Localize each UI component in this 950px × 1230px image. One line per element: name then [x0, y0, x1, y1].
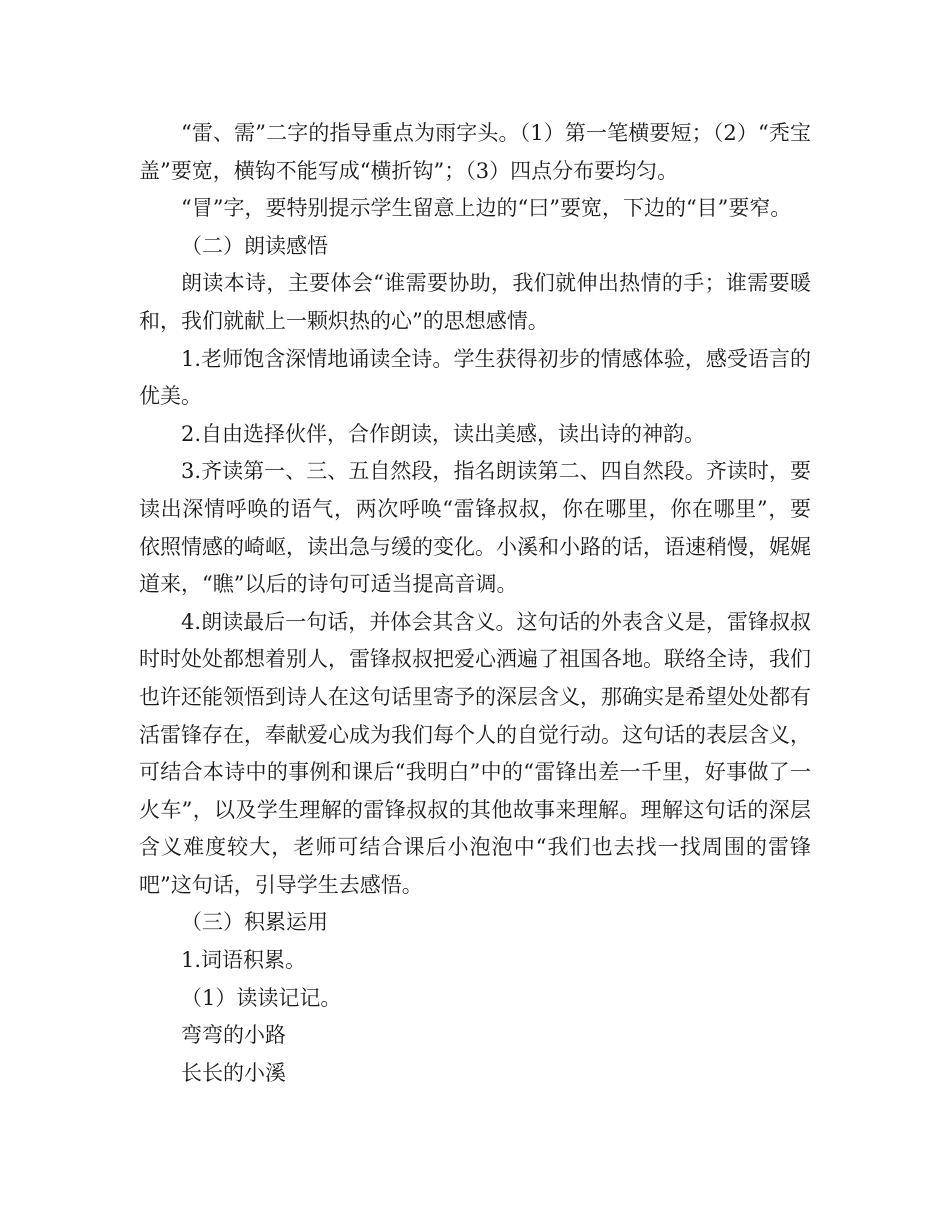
paragraph-character-guidance-mao: “冒”字，要特别提示学生留意上边的“曰”要宽，下边的“目”要窄。 — [181, 196, 792, 221]
section-heading-accumulation: （三）积累运用 — [181, 910, 328, 935]
list-item-2: 2.自由选择伙伴，合作朗读，读出美感，读出诗的神韵。 — [181, 421, 706, 446]
phrase-winding-path: 弯弯的小路 — [181, 1023, 286, 1048]
section-heading-reading: （二）朗读感悟 — [181, 233, 328, 258]
subheading-read-and-remember: （1）读读记记。 — [181, 985, 342, 1010]
paragraph-character-guidance-rain-radical: “雷、需”二字的指导重点为雨字头。（1）第一笔横要短；（2）“秃宝盖”要宽，横钩不能写成“横折钩”；（3）四点分布要均匀。 — [139, 121, 811, 183]
list-item-3: 3.齐读第一、三、五自然段，指名朗读第二、四自然段。齐读时，要读出深情呼唤的语气，两次呼唤“雷锋叔叔，你在哪里，你在哪里”，要依照情感的崎岖，读出急与缓的变化。小溪和小路的话，语速稍慢，娓娓道来，“瞧”以后的诗句可适当提高音调。 — [139, 459, 811, 597]
list-item-4: 4.朗读最后一句话，并体会其含义。这句话的外表含义是，雷锋叔叔时时处处都想着别人，雷锋叔叔把爱心洒遍了祖国各地。联络全诗，我们也许还能领悟到诗人在这句话里寄予的深层含义，那确实是希望处处都有活雷锋存在，奉献爱心成为我们每个人的自觉行动。这句话的表层含义，可结合本诗中的事例和课后“我明白”中的“雷锋出差一千里，好事做了一火车”，以及学生理解的雷锋叔叔的其他故事来理解。理解这句话的深层含义难度较大，老师可结合课后小泡泡中“我们也去找一找周围的雷锋吧”这句话，引导学生去感悟。 — [139, 609, 811, 897]
document-page — [139, 115, 811, 1092]
list-item-1: 1.老师饱含深情地诵读全诗。学生获得初步的情感体验，感受语言的优美。 — [139, 346, 811, 409]
subheading-word-accumulation: 1.词语积累。 — [181, 948, 307, 973]
phrase-long-stream: 长长的小溪 — [181, 1060, 286, 1085]
paragraph-reading-intro: 朗读本诗，主要体会“谁需要协助，我们就伸出热情的手；谁需要暖和，我们就献上一颗炽热的心”的思想感情。 — [139, 271, 811, 333]
